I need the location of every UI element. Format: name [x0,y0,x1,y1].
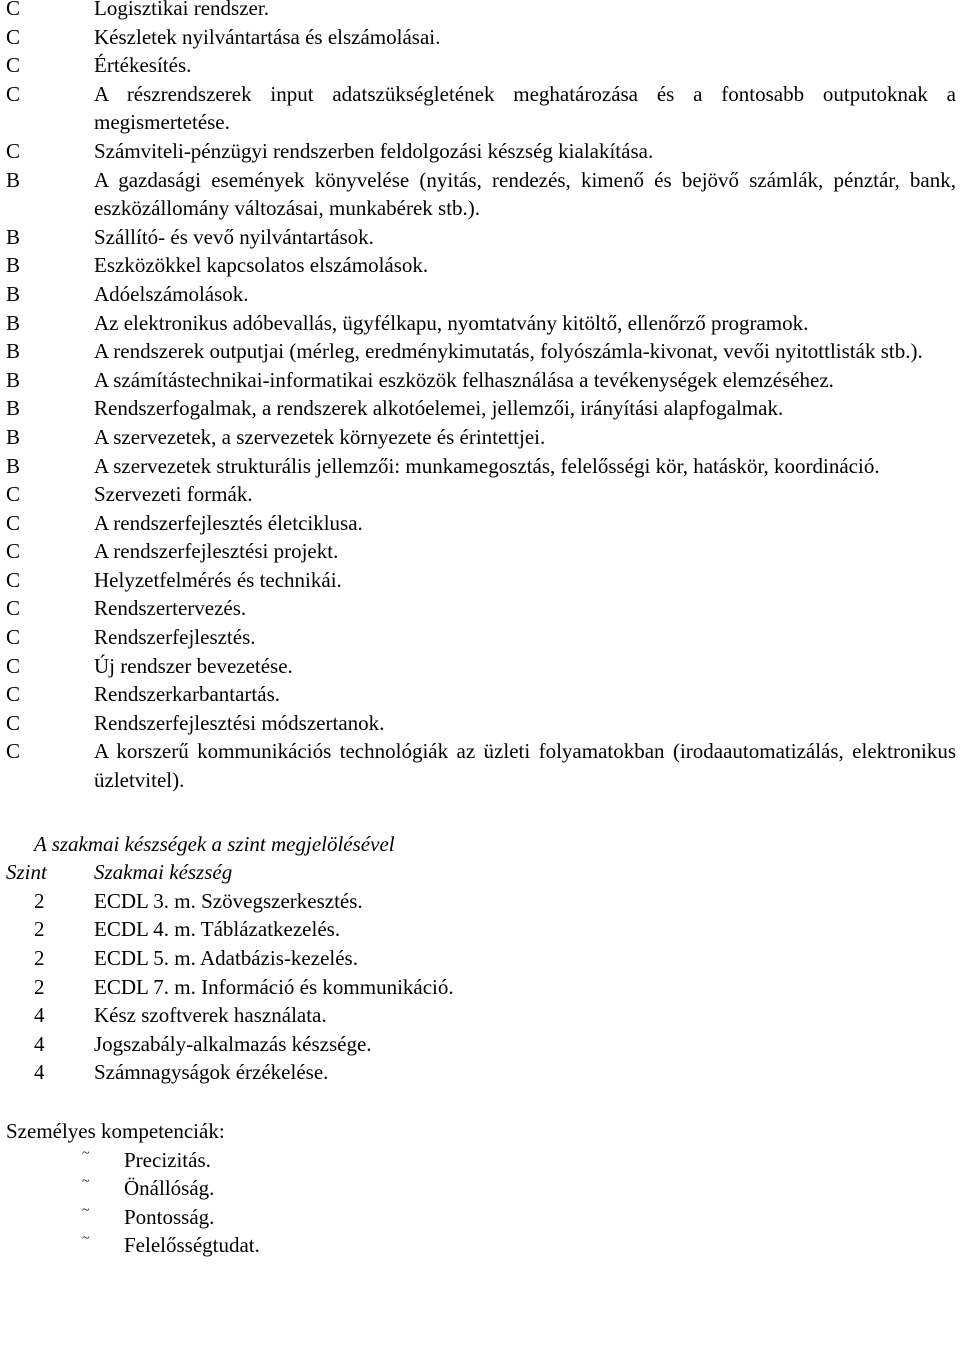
topic-row [6,366,956,395]
topic-row [6,594,956,623]
topic-row [6,452,956,481]
topic-text: Értékesítés. [94,53,192,78]
topic-text: Szervezeti formák. [94,482,253,507]
topic-row [6,423,956,452]
skill-text: Számnagyságok érzékelése. [94,1060,329,1085]
skill-row [6,1001,956,1030]
topic-text: Új rendszer bevezetése. [94,653,293,678]
topic-row [6,652,956,681]
topic-row [6,737,956,794]
topic-row [6,166,956,223]
topic-text: Az elektronikus adóbevallás, ügyfélkapu, nyomtatvány kitöltő, ellenőrző programok. [94,310,809,335]
topic-level-code: B [6,253,21,278]
topic-level-code: B [6,424,21,449]
tilde-bullet-icon: ~ [82,1145,90,1161]
topic-row [6,709,956,738]
tilde-bullet-icon: ~ [82,1202,90,1218]
skill-text: ECDL 7. m. Információ és kommunikáció. [94,974,454,999]
skill-row [6,1030,956,1059]
topic-level-code: C [6,53,21,78]
topic-level-code: C [6,510,21,535]
skills-table-header [6,858,956,887]
topic-text: A számítástechnikai-informatikai eszközök felhasználása a tevékenységek elemzéséhez. [94,367,834,392]
topic-level-code: C [6,81,21,106]
topic-row [6,23,956,52]
topic-level-code: C [6,0,21,20]
topic-row [6,51,956,80]
topic-text: A rendszerfejlesztési projekt. [94,539,339,564]
competency-item [6,1203,956,1232]
skills-section-title: A szakmai készségek a szint megjelölésével [34,831,395,856]
topic-text: Helyzetfelmérés és technikái. [94,567,342,592]
topic-level-code: B [6,310,21,335]
tilde-bullet-icon: ~ [82,1231,90,1247]
topic-row [6,80,956,137]
topic-level-code: B [6,339,21,364]
document-page [6,0,956,1260]
competency-text: Pontosság. [124,1204,215,1229]
topic-text: A szervezetek strukturális jellemzői: munkamegosztás, felelősségi kör, hatáskör, koordináció. [94,453,880,478]
topic-level-code: B [6,453,21,478]
topic-level-code: C [6,625,21,650]
topic-row [6,566,956,595]
topic-level-code: B [6,367,21,392]
competencies-list [6,1146,956,1260]
tilde-bullet-icon: ~ [82,1174,90,1190]
competencies-title: Személyes kompetenciák: [6,1118,225,1143]
topic-text: A rendszerek outputjai (mérleg, eredménykimutatás, folyószámla-kivonat, vevői nyitottlisták stb.). [94,339,923,364]
topic-text: Rendszerkarbantartás. [94,682,280,707]
topic-list [6,0,956,795]
topic-row [6,251,956,280]
topic-row [6,223,956,252]
level-column-header: Szint [6,860,47,885]
skill-level: 4 [34,1060,45,1085]
topic-level-code: C [6,482,21,507]
topic-level-code: B [6,396,21,421]
topic-row [6,623,956,652]
topic-level-code: C [6,596,21,621]
topic-level-code: B [6,281,21,306]
topic-text: Rendszertervezés. [94,596,247,621]
topic-row [6,337,956,366]
skill-level: 2 [34,974,45,999]
competency-text: Önállóság. [124,1176,215,1201]
topic-text: Készletek nyilvántartása és elszámolásai. [94,24,441,49]
topic-text: A korszerű kommunikációs technológiák az üzleti folyamatokban (irodaautomatizálás, elektronikus üzletvitel). [94,739,956,793]
competency-item [6,1174,956,1203]
skill-level: 2 [34,917,45,942]
topic-row [6,0,956,23]
skill-level: 4 [34,1031,45,1056]
topic-row [6,309,956,338]
skill-text: ECDL 4. m. Táblázatkezelés. [94,917,341,942]
skill-text: ECDL 3. m. Szövegszerkesztés. [94,888,363,913]
topic-text: Rendszerfejlesztés. [94,625,256,650]
skill-level: 2 [34,888,45,913]
skill-text: Jogszabály-alkalmazás készsége. [94,1031,372,1056]
topic-level-code: B [6,167,21,192]
topic-level-code: C [6,682,21,707]
competency-text: Felelősségtudat. [124,1233,260,1258]
topic-text: Rendszerfejlesztési módszertanok. [94,710,385,735]
skill-level: 4 [34,1003,45,1028]
topic-row [6,280,956,309]
topic-text: A gazdasági események könyvelése (nyitás, rendezés, kimenő és bejövő számlák, pénztár, bank, eszközállomány változásai, munkabérek stb.). [94,167,956,221]
topic-level-code: C [6,539,21,564]
topic-level-code: B [6,224,21,249]
topic-level-code: C [6,653,21,678]
topic-text: Adóelszámolások. [94,281,249,306]
topic-row [6,394,956,423]
topic-level-code: C [6,710,21,735]
skill-row [6,944,956,973]
competency-item [6,1146,956,1175]
topic-text: Szállító- és vevő nyilvántartások. [94,224,374,249]
topic-row [6,537,956,566]
skill-text: ECDL 5. m. Adatbázis-kezelés. [94,946,358,970]
topic-row [6,480,956,509]
skills-table [6,887,956,1087]
topic-text: Rendszerfogalmak, a rendszerek alkotóelemei, jellemzői, irányítási alapfogalmak. [94,396,784,421]
skill-row [6,915,956,944]
competency-text: Precizitás. [124,1147,211,1172]
topic-text: A részrendszerek input adatszükségletének meghatározása és a fontosabb outputoknak a megismertetése. [94,81,956,135]
topic-row [6,680,956,709]
skill-level: 2 [34,946,45,970]
skill-row [6,973,956,1002]
topic-row [6,137,956,166]
topic-row [6,509,956,538]
topic-level-code: C [6,567,21,592]
skill-column-header: Szakmai készség [94,860,233,885]
topic-level-code: C [6,138,21,163]
skill-text: Kész szoftverek használata. [94,1003,327,1028]
competency-item [6,1231,956,1260]
topic-text: A rendszerfejlesztés életciklusa. [94,510,363,535]
skill-row [6,1058,956,1087]
topic-text: Számviteli-pénzügyi rendszerben feldolgozási készség kialakítása. [94,138,654,163]
skill-row [6,887,956,916]
topic-text: Eszközökkel kapcsolatos elszámolások. [94,253,429,278]
topic-level-code: C [6,739,21,764]
topic-level-code: C [6,24,21,49]
topic-text: Logisztikai rendszer. [94,0,269,20]
topic-text: A szervezetek, a szervezetek környezete és érintettjei. [94,424,546,449]
